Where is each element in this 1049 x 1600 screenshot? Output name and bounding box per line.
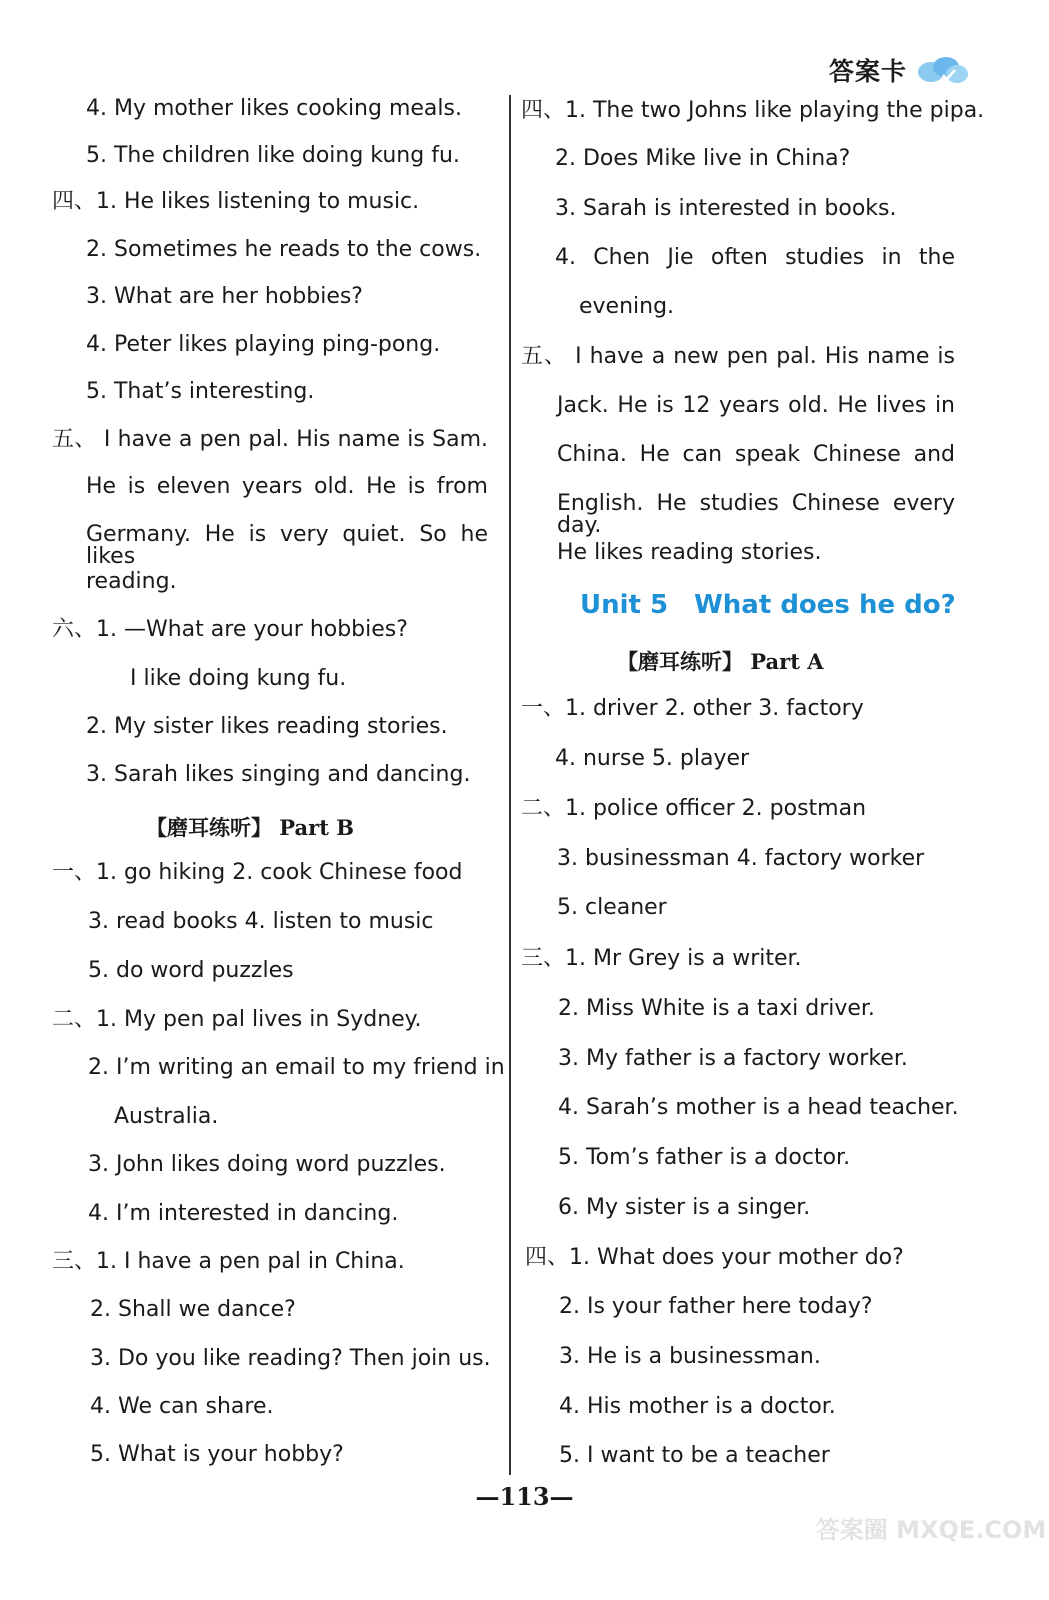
part-heading: 【磨耳练听】 Part B <box>146 815 354 840</box>
answer-line: 5. That’s interesting. <box>86 379 315 404</box>
answer-line: 5. What is your hobby? <box>90 1442 344 1467</box>
answer-line: 4. I’m interested in dancing. <box>88 1201 399 1226</box>
section-line: 二、1. My pen pal lives in Sydney. <box>52 1007 422 1032</box>
paragraph-line: Jack. He is 12 years old. He lives in <box>557 393 955 418</box>
section-line: 四、1. The two Johns like playing the pipa. <box>521 98 985 123</box>
column-divider <box>509 95 511 1475</box>
answer-line: 2. Sometimes he reads to the cows. <box>86 237 482 262</box>
paragraph-line: English. He studies Chinese every day. <box>557 491 955 538</box>
answer-line: 2. Does Mike live in China? <box>555 146 851 171</box>
answer-line: 4. My mother likes cooking meals. <box>86 96 462 121</box>
answer-line: evening. <box>579 294 675 319</box>
answer-line: 3. My father is a factory worker. <box>558 1046 908 1071</box>
paragraph-line: He is eleven years old. He is from <box>86 474 488 499</box>
answer-line: 4. Chen Jie often studies in the <box>555 245 955 270</box>
answer-line: 3. Do you like reading? Then join us. <box>90 1346 491 1371</box>
unit-number: Unit 5 <box>580 590 669 620</box>
answer-line: 3. John likes doing word puzzles. <box>88 1152 446 1177</box>
watermark-logo <box>815 1478 1047 1588</box>
answer-line: Australia. <box>114 1104 219 1129</box>
answer-line: 4. nurse 5. player <box>555 746 750 771</box>
paragraph-line: China. He can speak Chinese and <box>557 442 955 467</box>
section-line: 三、1. Mr Grey is a writer. <box>521 946 802 971</box>
section-line: 四、1. He likes listening to music. <box>52 189 420 214</box>
part-heading: 【磨耳练听】 Part A <box>617 649 824 674</box>
page-number: —113— <box>475 1482 574 1511</box>
answer-line: 5. The children like doing kung fu. <box>86 143 460 168</box>
answer-line: 4. Sarah’s mother is a head teacher. <box>558 1095 959 1120</box>
answer-line: 2. Is your father here today? <box>559 1294 873 1319</box>
answer-line: 5. cleaner <box>557 895 667 920</box>
section-line: 五、 I have a pen pal. His name is Sam. <box>52 427 488 452</box>
answer-line: I like doing kung fu. <box>130 666 347 691</box>
section-line: 一、1. driver 2. other 3. factory <box>521 696 864 721</box>
section-line: 六、1. —What are your hobbies? <box>52 617 408 642</box>
answer-line: 5. Tom’s father is a doctor. <box>558 1145 851 1170</box>
answer-line: 3. He is a businessman. <box>559 1344 821 1369</box>
answer-line: 5. do word puzzles <box>88 958 294 983</box>
answer-line: 2. I’m writing an email to my friend in <box>88 1055 505 1080</box>
answer-line: 6. My sister is a singer. <box>558 1195 811 1220</box>
watermark-text: 答案圈 MXQE.COM <box>815 1516 1047 1544</box>
answer-line: 3. Sarah likes singing and dancing. <box>86 762 471 787</box>
section-line: 四、1. What does your mother do? <box>525 1245 904 1270</box>
section-line: 一、1. go hiking 2. cook Chinese food <box>52 860 463 885</box>
section-line: 三、1. I have a pen pal in China. <box>52 1249 405 1274</box>
unit-title: What does he do? <box>694 590 956 620</box>
header-label: 答案卡 <box>828 57 907 86</box>
answer-line: 5. I want to be a teacher <box>559 1443 830 1468</box>
answer-line: 3. Sarah is interested in books. <box>555 196 897 221</box>
paragraph-line: He likes reading stories. <box>557 540 822 565</box>
answer-line: 4. We can share. <box>90 1394 274 1419</box>
paragraph-line: Germany. He is very quiet. So he likes <box>86 522 488 569</box>
header-badge <box>829 52 971 88</box>
answer-line: 3. read books 4. listen to music <box>88 909 434 934</box>
answer-line: 4. Peter likes playing ping-pong. <box>86 332 441 357</box>
unit-heading <box>580 590 956 620</box>
answer-line: 2. Shall we dance? <box>90 1297 296 1322</box>
cloud-icon <box>913 55 971 85</box>
answer-line: 3. businessman 4. factory worker <box>557 846 925 871</box>
section-line: 五、 I have a new pen pal. His name is <box>521 344 955 369</box>
answer-line: 2. Miss White is a taxi driver. <box>558 996 875 1021</box>
answer-line: 2. My sister likes reading stories. <box>86 714 448 739</box>
answer-line: 3. What are her hobbies? <box>86 284 363 309</box>
section-line: 二、1. police officer 2. postman <box>521 796 867 821</box>
paragraph-line: reading. <box>86 569 177 594</box>
answer-line: 4. His mother is a doctor. <box>559 1394 836 1419</box>
